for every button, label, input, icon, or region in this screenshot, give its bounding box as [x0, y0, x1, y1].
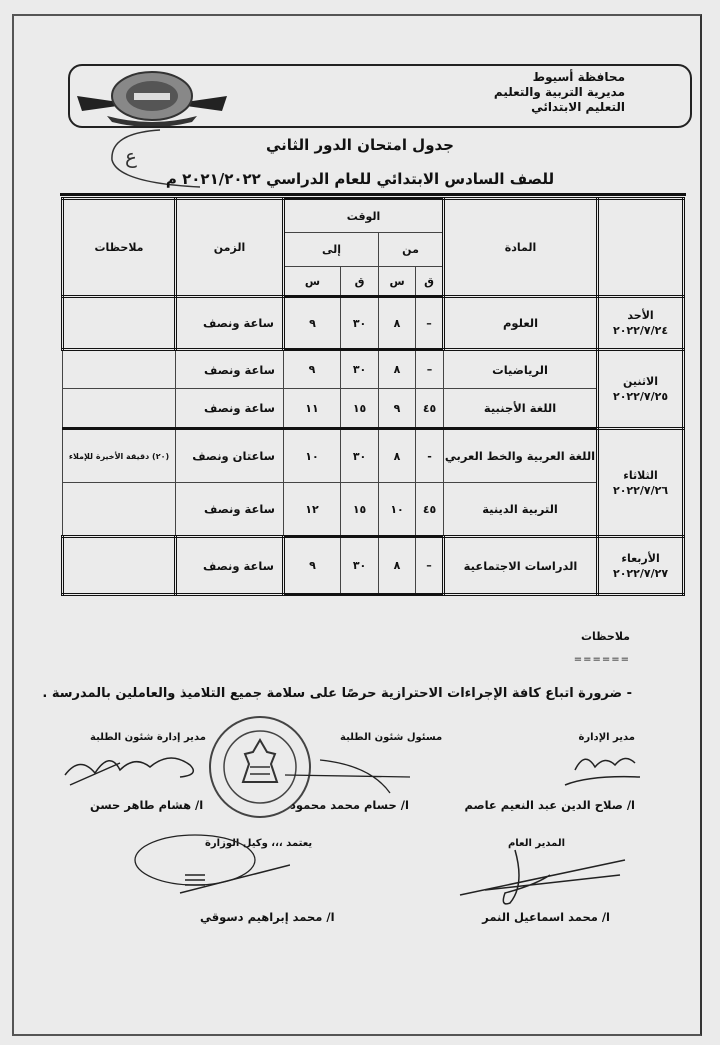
table-row: [63, 389, 684, 429]
from-hour: ٨: [379, 350, 416, 389]
day-name: الاثنين: [623, 375, 659, 388]
directorate-logo: [72, 66, 232, 126]
governorate: محافظة أسيوط: [532, 70, 625, 84]
from-header: من: [379, 233, 444, 267]
from-hour-header: س: [379, 267, 416, 297]
to-hour: ٩: [284, 537, 341, 595]
day-date: ٢٠٢٢/٧/٢٦: [613, 483, 669, 497]
note-cell: [63, 389, 176, 429]
day-cell: [598, 429, 684, 537]
subject-cell: التربية الدينية: [444, 483, 598, 537]
note-cell: [63, 350, 176, 389]
to-minute: ٣٠: [341, 297, 379, 350]
time-header: الوقت: [284, 199, 444, 233]
duration-header: الزمن: [176, 199, 284, 297]
subject-header: المادة: [444, 199, 598, 297]
duration-cell: ساعة ونصف: [176, 537, 284, 595]
duration-cell: ساعة ونصف: [176, 483, 284, 537]
to-minute: ٣٠: [341, 350, 379, 389]
signature-role: مدير الإدارة: [578, 732, 635, 743]
subject-cell: الرياضيات: [444, 350, 598, 389]
duration-cell: ساعة ونصف: [176, 389, 284, 429]
duration-cell: ساعتان ونصف: [176, 429, 284, 483]
exam-schedule-table: [61, 197, 685, 596]
from-minute: -: [416, 429, 444, 483]
handwritten-signature: [455, 845, 635, 910]
subject-cell: اللغة العربية والخط العربي: [444, 429, 598, 483]
from-hour: ١٠: [379, 483, 416, 537]
table-row: [63, 297, 684, 350]
day-date: ٢٠٢٢/٧/٢٤: [613, 324, 669, 337]
to-hour: ١٢: [284, 483, 341, 537]
note-cell: [63, 537, 176, 595]
signature-role: مدير إدارة شئون الطلبة: [90, 732, 206, 743]
signature-role: المدير العام: [507, 838, 565, 849]
from-minute: ٤٥: [416, 483, 444, 537]
duration-cell: ساعة ونصف: [176, 350, 284, 389]
signature-name: ا/ محمد إبراهيم دسوقي: [200, 910, 335, 924]
from-hour: ٨: [379, 297, 416, 350]
signature-role: يعتمد ،،، وكيل الوزارة: [205, 838, 313, 849]
from-minute: –: [416, 297, 444, 350]
signature-role: مسئول شئون الطلبة: [340, 732, 443, 743]
to-hour: ٩: [284, 350, 341, 389]
day-name: الثلاثاء: [623, 468, 658, 482]
table-row: [63, 483, 684, 537]
precaution-note: - ضرورة اتباع كافة الإجراءات الاحترازية حرصًا على سلامة جميع التلاميذ والعاملين بالمدرسة .: [42, 686, 632, 701]
table-row: [63, 350, 684, 389]
day-cell: [598, 297, 684, 350]
handwritten-signature: [120, 825, 290, 900]
from-minute: –: [416, 537, 444, 595]
day-cell: [598, 350, 684, 429]
subject-cell: الدراسات الاجتماعية: [444, 537, 598, 595]
department: التعليم الابتدائي: [531, 100, 625, 114]
from-minute-header: ق: [416, 267, 444, 297]
duration-cell: ساعة ونصف: [176, 297, 284, 350]
day-name: الأحد: [627, 309, 654, 322]
document-title: جدول امتحان الدور الثاني: [265, 136, 454, 154]
note-cell: [63, 483, 176, 537]
from-hour: ٨: [379, 537, 416, 595]
notes-label: ملاحظات: [581, 630, 630, 643]
from-hour: ٨: [379, 429, 416, 483]
divider: [60, 193, 686, 196]
day-date: ٢٠٢٢/٧/٢٥: [613, 390, 669, 403]
to-hour: ١١: [284, 389, 341, 429]
handwritten-signature: [560, 745, 650, 790]
notes-underline: ======: [573, 654, 630, 665]
handwritten-signature: [280, 755, 420, 795]
to-minute: ٣٠: [341, 429, 379, 483]
to-hour: ٩: [284, 297, 341, 350]
to-hour: ١٠: [284, 429, 341, 483]
to-minute: ٣٠: [341, 537, 379, 595]
signature-name: ا/ حسام محمد محمود: [290, 798, 409, 812]
day-header: [598, 199, 684, 297]
table-row: [63, 537, 684, 595]
day-date: ٢٠٢٢/٧/٢٧: [613, 566, 669, 580]
notes-header: ملاحظات: [63, 199, 176, 297]
handwritten-letter: ع: [125, 144, 137, 168]
from-hour: ٩: [379, 389, 416, 429]
to-minute: ١٥: [341, 389, 379, 429]
subject-cell: اللغة الأجنبية: [444, 389, 598, 429]
signature-name: ا/ هشام طاهر حسن: [90, 798, 204, 812]
from-minute: ٤٥: [416, 389, 444, 429]
handwritten-signature: [60, 745, 210, 790]
document-subtitle: للصف السادس الابتدائي للعام الدراسي ٢٠٢١/٢٠٢٢ م: [165, 170, 555, 188]
note-cell: [63, 297, 176, 350]
signature-name: ا/ محمد اسماعيل النمر: [482, 910, 610, 924]
to-hour-header: س: [284, 267, 341, 297]
signature-name: ا/ صلاح الدين عبد النعيم عاصم: [464, 798, 635, 812]
day-name: الأربعاء: [621, 551, 660, 565]
directorate: مديرية التربية والتعليم: [493, 85, 625, 99]
note-cell: (٢٠) دقيقة الأخيرة للإملاء: [63, 429, 176, 483]
from-minute: –: [416, 350, 444, 389]
table-row: [63, 429, 684, 483]
subject-cell: العلوم: [444, 297, 598, 350]
to-minute-header: ق: [341, 267, 379, 297]
to-minute: ١٥: [341, 483, 379, 537]
to-header: إلى: [284, 233, 379, 267]
day-cell: [598, 537, 684, 595]
letterhead-text: [494, 70, 625, 115]
